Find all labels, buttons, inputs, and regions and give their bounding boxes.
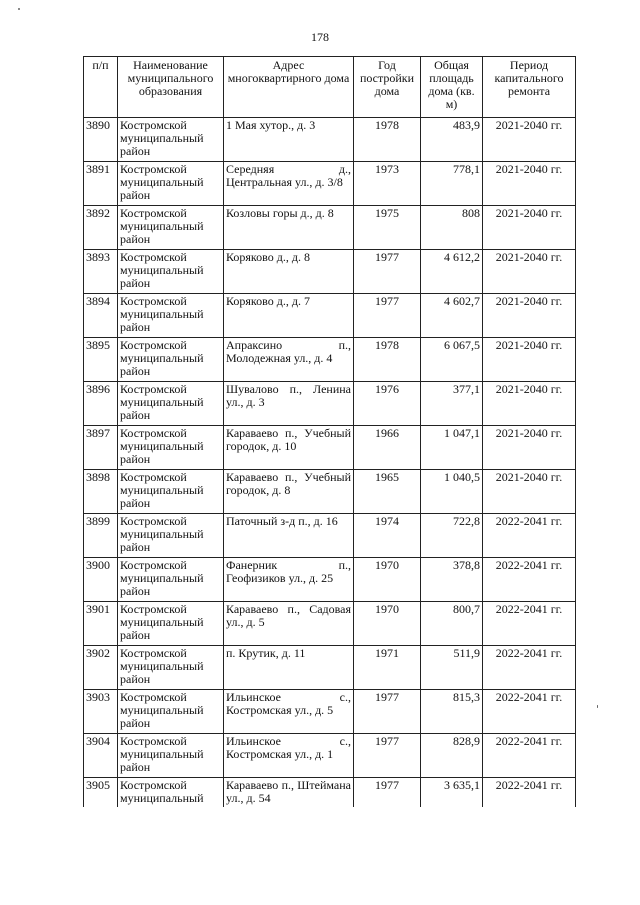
table-row bbox=[84, 382, 576, 426]
header-address: Адрес многоквартирного дома bbox=[224, 57, 354, 118]
table-row bbox=[84, 558, 576, 602]
cell-municipality: Костромской муниципальный район bbox=[118, 162, 224, 206]
cell-period: 2021-2040 гг. bbox=[483, 338, 576, 382]
cell-num: 3896 bbox=[84, 382, 118, 426]
cell-year: 1977 bbox=[354, 294, 421, 338]
cell-num: 3890 bbox=[84, 118, 118, 162]
header-num: п/п bbox=[84, 57, 118, 118]
cell-area: 483,9 bbox=[421, 118, 483, 162]
header-year: Год постройки дома bbox=[354, 57, 421, 118]
cell-municipality: Костромской муниципальный район bbox=[118, 690, 224, 734]
cell-municipality: Костромской муниципальный район bbox=[118, 382, 224, 426]
cell-address: Коряково д., д. 8 bbox=[224, 250, 354, 294]
cell-period: 2022-2041 гг. bbox=[483, 558, 576, 602]
table-row bbox=[84, 338, 576, 382]
cell-address: Караваево п., Учебный городок, д. 8 bbox=[224, 470, 354, 514]
cell-year: 1971 bbox=[354, 646, 421, 690]
table-row bbox=[84, 778, 576, 808]
cell-municipality: Костромской муниципальный район bbox=[118, 294, 224, 338]
cell-year: 1978 bbox=[354, 118, 421, 162]
cell-num: 3892 bbox=[84, 206, 118, 250]
cell-period: 2021-2040 гг. bbox=[483, 118, 576, 162]
cell-municipality: Костромской муниципальный район bbox=[118, 646, 224, 690]
cell-area: 722,8 bbox=[421, 514, 483, 558]
cell-municipality: Костромской муниципальный район bbox=[118, 514, 224, 558]
cell-address: п. Крутик, д. 11 bbox=[224, 646, 354, 690]
cell-area: 1 040,5 bbox=[421, 470, 483, 514]
cell-num: 3898 bbox=[84, 470, 118, 514]
table-row bbox=[84, 162, 576, 206]
table-header-row bbox=[84, 57, 576, 118]
cell-municipality: Костромской муниципальный район bbox=[118, 338, 224, 382]
table-row bbox=[84, 206, 576, 250]
cell-address: Шувалово п., Ленина ул., д. 3 bbox=[224, 382, 354, 426]
cell-num: 3891 bbox=[84, 162, 118, 206]
cell-period: 2021-2040 гг. bbox=[483, 426, 576, 470]
table-row bbox=[84, 734, 576, 778]
cell-num: 3905 bbox=[84, 778, 118, 808]
cell-num: 3899 bbox=[84, 514, 118, 558]
cell-municipality: Костромской муниципальный район bbox=[118, 206, 224, 250]
cell-period: 2021-2040 гг. bbox=[483, 250, 576, 294]
cell-period: 2022-2041 гг. bbox=[483, 734, 576, 778]
cell-municipality: Костромской муниципальный район bbox=[118, 250, 224, 294]
cell-municipality: Костромской муниципальный район bbox=[118, 118, 224, 162]
table-row bbox=[84, 470, 576, 514]
cell-address: Караваево п., Учебный городок, д. 10 bbox=[224, 426, 354, 470]
cell-address: Апраксино п., Молодежная ул., д. 4 bbox=[224, 338, 354, 382]
cell-address: Караваево п., Садовая ул., д. 5 bbox=[224, 602, 354, 646]
cell-num: 3897 bbox=[84, 426, 118, 470]
cell-address: Козловы горы д., д. 8 bbox=[224, 206, 354, 250]
cell-address: 1 Мая хутор., д. 3 bbox=[224, 118, 354, 162]
cell-address: Коряково д., д. 7 bbox=[224, 294, 354, 338]
cell-municipality: Костромской муниципальный район bbox=[118, 734, 224, 778]
cell-year: 1977 bbox=[354, 250, 421, 294]
header-area: Общая площадь дома (кв. м) bbox=[421, 57, 483, 118]
table-row bbox=[84, 514, 576, 558]
table-row bbox=[84, 646, 576, 690]
cell-address: Середняя д., Центральная ул., д. 3/8 bbox=[224, 162, 354, 206]
cell-year: 1978 bbox=[354, 338, 421, 382]
cell-area: 377,1 bbox=[421, 382, 483, 426]
cell-year: 1977 bbox=[354, 778, 421, 808]
cell-year: 1970 bbox=[354, 558, 421, 602]
table-row bbox=[84, 690, 576, 734]
cell-area: 378,8 bbox=[421, 558, 483, 602]
cell-year: 1977 bbox=[354, 690, 421, 734]
table-row bbox=[84, 426, 576, 470]
housing-registry-table bbox=[83, 56, 576, 807]
cell-period: 2022-2041 гг. bbox=[483, 646, 576, 690]
scan-speck bbox=[18, 8, 20, 10]
cell-year: 1965 bbox=[354, 470, 421, 514]
cell-area: 778,1 bbox=[421, 162, 483, 206]
cell-area: 4 612,2 bbox=[421, 250, 483, 294]
cell-year: 1966 bbox=[354, 426, 421, 470]
cell-num: 3893 bbox=[84, 250, 118, 294]
table-row bbox=[84, 250, 576, 294]
cell-num: 3901 bbox=[84, 602, 118, 646]
cell-period: 2021-2040 гг. bbox=[483, 470, 576, 514]
cell-area: 828,9 bbox=[421, 734, 483, 778]
cell-address: Караваево п., Штеймана ул., д. 54 bbox=[224, 778, 354, 808]
header-municipality: Наименование муниципального образования bbox=[118, 57, 224, 118]
cell-year: 1973 bbox=[354, 162, 421, 206]
cell-year: 1974 bbox=[354, 514, 421, 558]
cell-period: 2022-2041 гг. bbox=[483, 690, 576, 734]
cell-area: 4 602,7 bbox=[421, 294, 483, 338]
cell-address: Фанерник п., Геофизиков ул., д. 25 bbox=[224, 558, 354, 602]
cell-num: 3894 bbox=[84, 294, 118, 338]
cell-municipality: Костромской муниципальный bbox=[118, 778, 224, 808]
cell-year: 1977 bbox=[354, 734, 421, 778]
cell-address: Ильинское с., Костромская ул., д. 5 bbox=[224, 690, 354, 734]
cell-period: 2021-2040 гг. bbox=[483, 294, 576, 338]
cell-area: 6 067,5 bbox=[421, 338, 483, 382]
header-period: Период капитального ремонта bbox=[483, 57, 576, 118]
cell-municipality: Костромской муниципальный район bbox=[118, 558, 224, 602]
cell-municipality: Костромской муниципальный район bbox=[118, 426, 224, 470]
cell-period: 2021-2040 гг. bbox=[483, 382, 576, 426]
cell-area: 800,7 bbox=[421, 602, 483, 646]
page-number: 178 bbox=[311, 30, 329, 44]
cell-year: 1976 bbox=[354, 382, 421, 426]
cell-address: Паточный з-д п., д. 16 bbox=[224, 514, 354, 558]
cell-area: 808 bbox=[421, 206, 483, 250]
cell-area: 3 635,1 bbox=[421, 778, 483, 808]
cell-num: 3903 bbox=[84, 690, 118, 734]
cell-municipality: Костромской муниципальный район bbox=[118, 602, 224, 646]
cell-period: 2021-2040 гг. bbox=[483, 162, 576, 206]
cell-period: 2022-2041 гг. bbox=[483, 602, 576, 646]
cell-num: 3900 bbox=[84, 558, 118, 602]
cell-period: 2022-2041 гг. bbox=[483, 514, 576, 558]
table-row bbox=[84, 602, 576, 646]
cell-year: 1975 bbox=[354, 206, 421, 250]
table-row bbox=[84, 118, 576, 162]
cell-period: 2022-2041 гг. bbox=[483, 778, 576, 808]
cell-period: 2021-2040 гг. bbox=[483, 206, 576, 250]
cell-year: 1970 bbox=[354, 602, 421, 646]
cell-address: Ильинское с., Костромская ул., д. 1 bbox=[224, 734, 354, 778]
cell-area: 1 047,1 bbox=[421, 426, 483, 470]
cell-num: 3895 bbox=[84, 338, 118, 382]
scan-speck bbox=[597, 705, 598, 708]
cell-area: 815,3 bbox=[421, 690, 483, 734]
cell-area: 511,9 bbox=[421, 646, 483, 690]
table-row bbox=[84, 294, 576, 338]
cell-num: 3904 bbox=[84, 734, 118, 778]
cell-num: 3902 bbox=[84, 646, 118, 690]
cell-municipality: Костромской муниципальный район bbox=[118, 470, 224, 514]
